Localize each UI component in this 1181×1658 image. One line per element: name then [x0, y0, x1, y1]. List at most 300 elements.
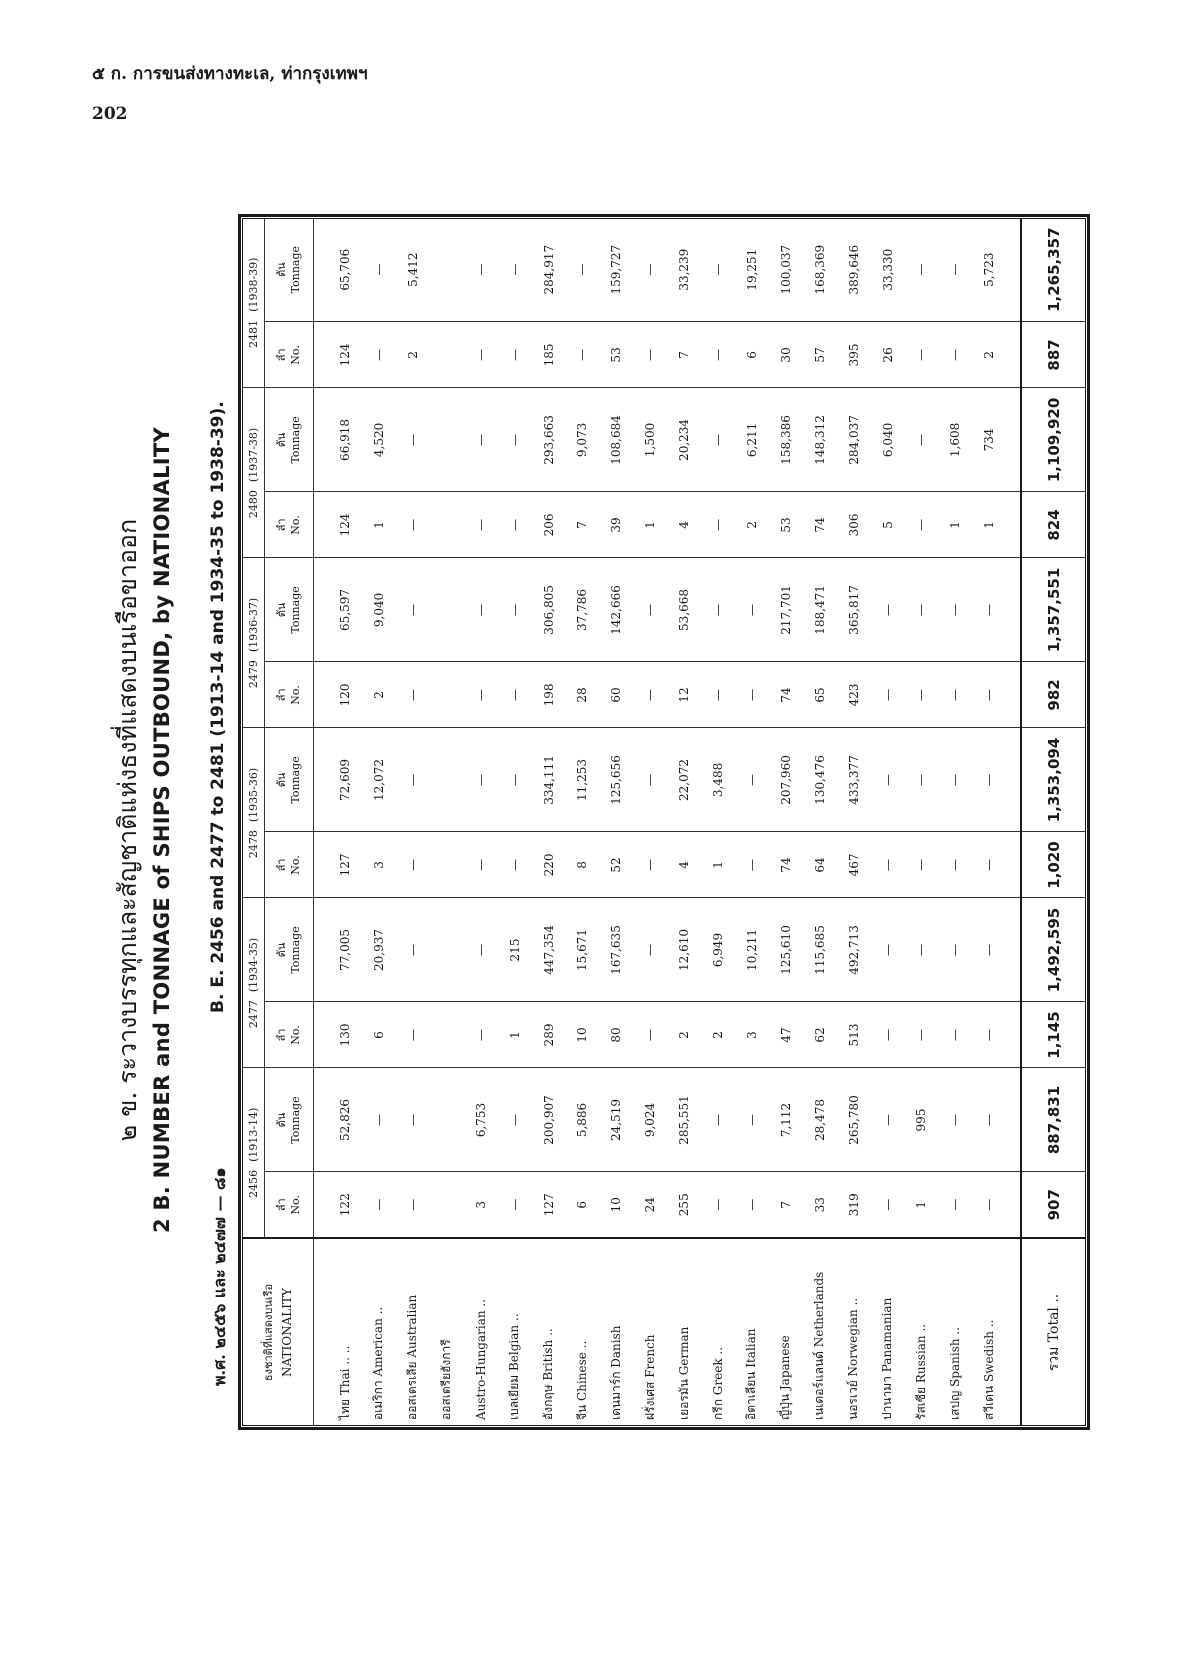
cell-tonnage: 365,817	[837, 558, 871, 662]
table-row	[464, 218, 498, 1426]
cell-tonnage: 9,073	[565, 388, 599, 492]
tonnage-subheader	[265, 558, 314, 662]
cell-count: —	[701, 662, 735, 728]
cell-count: —	[396, 1002, 430, 1068]
cell-tonnage: —	[396, 1068, 430, 1172]
cell-count: 289	[532, 1002, 566, 1068]
cell-count: 6	[735, 322, 769, 388]
count-subheader-en: No.	[289, 685, 302, 705]
cell-tonnage: 447,354	[532, 898, 566, 1002]
cell-tonnage: —	[871, 728, 905, 832]
cell-tonnage: 10,211	[735, 898, 769, 1002]
cell-count: —	[498, 1172, 532, 1238]
cell-count: 206	[532, 492, 566, 558]
year-be: 2478	[246, 830, 260, 859]
cell-tonnage: 130,476	[803, 728, 837, 832]
table-row	[362, 218, 396, 1426]
cell-count: 1	[972, 492, 1006, 558]
cell-tonnage: 9,040	[362, 558, 396, 662]
table-row	[701, 218, 735, 1426]
cell-tonnage: 389,646	[837, 218, 871, 322]
cell-count: 6	[565, 1172, 599, 1238]
cell-tonnage: —	[735, 728, 769, 832]
cell-count: —	[938, 662, 972, 728]
table-row	[667, 218, 701, 1426]
year-ad: (1934-35)	[246, 937, 260, 993]
count-subheader-thai: ลำ	[275, 518, 288, 532]
cell-tonnage: 215	[498, 898, 532, 1002]
table-row	[803, 218, 837, 1426]
count-subheader-thai: ลำ	[275, 1198, 288, 1212]
tonnage-subheader-thai: ตัน	[275, 262, 288, 277]
cell-tonnage: —	[498, 388, 532, 492]
total-count: 1,020	[1021, 832, 1086, 898]
cell-tonnage: —	[464, 898, 498, 1002]
row-nationality: กรีก Greek ..	[710, 1346, 725, 1420]
cell-count: 74	[769, 662, 803, 728]
cell-count: 60	[599, 662, 633, 728]
cell-count: —	[972, 1002, 1006, 1068]
cell-tonnage: —	[905, 218, 939, 322]
count-subheader	[265, 1002, 314, 1068]
cell-tonnage: 65,597	[328, 558, 362, 662]
table-row	[532, 218, 566, 1426]
cell-tonnage: —	[396, 728, 430, 832]
count-subheader-en: No.	[289, 1025, 302, 1045]
cell-tonnage: 108,684	[599, 388, 633, 492]
cell-count: 28	[565, 662, 599, 728]
cell-count: —	[396, 662, 430, 728]
cell-tonnage: 24,519	[599, 1068, 633, 1172]
cell-count: —	[905, 832, 939, 898]
cell-tonnage: 72,609	[328, 728, 362, 832]
cell-count: —	[498, 832, 532, 898]
cell-count: 80	[599, 1002, 633, 1068]
cell-tonnage: 15,671	[565, 898, 599, 1002]
count-subheader-thai: ลำ	[275, 688, 288, 702]
row-nationality: เนเดอร์แลนด์ Netherlands	[812, 1271, 827, 1420]
cell-tonnage: 20,937	[362, 898, 396, 1002]
total-count: 982	[1021, 662, 1086, 728]
cell-tonnage	[430, 218, 464, 322]
cell-count: —	[905, 492, 939, 558]
be-range-thai: พ.ศ. ๒๔๕๖ และ ๒๔๗๗ — ๘๑	[210, 1167, 229, 1386]
cell-tonnage: 3,488	[701, 728, 735, 832]
total-count: 1,145	[1021, 1002, 1086, 1068]
cell-count: 198	[532, 662, 566, 728]
cell-count: 26	[871, 322, 905, 388]
cell-tonnage: —	[701, 388, 735, 492]
cell-count: 74	[769, 832, 803, 898]
cell-count: 1	[701, 832, 735, 898]
cell-count: —	[701, 1172, 735, 1238]
count-subheader-en: No.	[289, 855, 302, 875]
cell-tonnage: 1,500	[633, 388, 667, 492]
cell-tonnage: 200,907	[532, 1068, 566, 1172]
cell-count: 130	[328, 1002, 362, 1068]
tonnage-subheader-thai: ตัน	[275, 1112, 288, 1128]
cell-tonnage: —	[938, 558, 972, 662]
cell-count	[430, 1002, 464, 1068]
table-row	[599, 218, 633, 1426]
cell-count: 3	[464, 1172, 498, 1238]
cell-count: —	[871, 832, 905, 898]
cell-tonnage: 77,005	[328, 898, 362, 1002]
nationality-header-thai: ธงชาติที่แสดงบนเรือ	[261, 1283, 275, 1382]
cell-count: 64	[803, 832, 837, 898]
cell-count: 47	[769, 1002, 803, 1068]
cell-tonnage: —	[735, 558, 769, 662]
cell-tonnage: —	[362, 218, 396, 322]
cell-tonnage: —	[498, 218, 532, 322]
year-be: 2477	[246, 1000, 260, 1029]
count-subheader	[265, 322, 314, 388]
cell-tonnage: —	[464, 728, 498, 832]
cell-count: —	[905, 322, 939, 388]
cell-tonnage: —	[735, 1068, 769, 1172]
cell-tonnage: 492,713	[837, 898, 871, 1002]
cell-tonnage	[430, 1068, 464, 1172]
row-nationality: เยอรมัน German	[676, 1326, 691, 1420]
cell-tonnage: 65,706	[328, 218, 362, 322]
cell-count: 467	[837, 832, 871, 898]
cell-count: —	[633, 322, 667, 388]
cell-tonnage: 5,723	[972, 218, 1006, 322]
cell-count: 8	[565, 832, 599, 898]
cell-tonnage: 6,753	[464, 1068, 498, 1172]
count-subheader	[265, 662, 314, 728]
table-row	[498, 218, 532, 1426]
cell-count: 62	[803, 1002, 837, 1068]
tonnage-subheader-en: Tonnage	[289, 756, 302, 804]
cell-count: 319	[837, 1172, 871, 1238]
count-subheader	[265, 832, 314, 898]
table-row	[565, 218, 599, 1426]
tonnage-subheader	[265, 898, 314, 1002]
cell-tonnage: 265,780	[837, 1068, 871, 1172]
cell-tonnage: —	[938, 218, 972, 322]
cell-tonnage: —	[972, 728, 1006, 832]
cell-count: 4	[667, 492, 701, 558]
total-count: 907	[1021, 1172, 1086, 1238]
total-label: รวม Total ..	[1021, 1238, 1086, 1426]
cell-tonnage: 158,386	[769, 388, 803, 492]
cell-tonnage: —	[498, 728, 532, 832]
cell-tonnage	[430, 558, 464, 662]
cell-count: —	[972, 1172, 1006, 1238]
cell-count: 7	[565, 492, 599, 558]
cell-tonnage: 33,330	[871, 218, 905, 322]
cell-count: 255	[667, 1172, 701, 1238]
cell-tonnage: —	[905, 728, 939, 832]
cell-tonnage: —	[396, 558, 430, 662]
row-nationality: อิตาเลียน Italian	[744, 1328, 759, 1420]
cell-tonnage: —	[464, 218, 498, 322]
cell-tonnage: 433,377	[837, 728, 871, 832]
cell-tonnage: 66,918	[328, 388, 362, 492]
cell-count: 33	[803, 1172, 837, 1238]
cell-tonnage: 6,040	[871, 388, 905, 492]
cell-tonnage: 12,610	[667, 898, 701, 1002]
cell-count: 53	[599, 322, 633, 388]
cell-tonnage: 5,412	[396, 218, 430, 322]
cell-count: —	[735, 832, 769, 898]
row-nationality: อเมริกา American ..	[371, 1306, 386, 1420]
cell-count: 306	[837, 492, 871, 558]
table-title-thai: ๒ ข. ระวางบรรทุกและสัญชาติแห่งธงที่แสดงบนเรือขาออก	[113, 518, 142, 1142]
row-nationality: ออสเตรเลีย Australian	[405, 1294, 420, 1420]
row-nationality: Austro-Hungarian ..	[473, 1298, 488, 1420]
table-row	[938, 218, 972, 1426]
cell-count: —	[871, 1002, 905, 1068]
cell-count: —	[938, 1002, 972, 1068]
cell-tonnage: —	[701, 558, 735, 662]
total-tonnage: 1,357,551	[1021, 558, 1086, 662]
cell-count: —	[701, 492, 735, 558]
table-row	[633, 218, 667, 1426]
cell-tonnage: 148,312	[803, 388, 837, 492]
tonnage-subheader-en: Tonnage	[289, 1096, 302, 1144]
cell-count: 52	[599, 832, 633, 898]
total-tonnage: 1,265,357	[1021, 218, 1086, 322]
cell-count: —	[938, 322, 972, 388]
nationality-header	[242, 1238, 314, 1426]
cell-tonnage: —	[938, 1068, 972, 1172]
cell-tonnage: 734	[972, 388, 1006, 492]
cell-tonnage: 125,610	[769, 898, 803, 1002]
cell-count: 122	[328, 1172, 362, 1238]
table-row	[769, 218, 803, 1426]
cell-count: 7	[667, 322, 701, 388]
cell-tonnage: 7,112	[769, 1068, 803, 1172]
cell-count: —	[396, 492, 430, 558]
cell-tonnage: —	[871, 898, 905, 1002]
cell-tonnage: 6,211	[735, 388, 769, 492]
tonnage-subheader-thai: ตัน	[275, 432, 288, 448]
tonnage-subheader-thai: ตัน	[275, 772, 288, 788]
cell-tonnage: —	[938, 728, 972, 832]
row-nationality: เสปญ Spanish ..	[947, 1326, 962, 1420]
ships-outbound-table	[242, 218, 1086, 1426]
cell-count: 30	[769, 322, 803, 388]
total-tonnage: 1,109,920	[1021, 388, 1086, 492]
cell-tonnage: —	[565, 218, 599, 322]
cell-count	[430, 662, 464, 728]
cell-count: —	[396, 1172, 430, 1238]
cell-tonnage: —	[972, 558, 1006, 662]
cell-tonnage: 995	[905, 1068, 939, 1172]
cell-count: 120	[328, 662, 362, 728]
row-nationality: ฝรั่งเศส French	[642, 1334, 657, 1420]
cell-tonnage: 142,666	[599, 558, 633, 662]
cell-tonnage: 167,635	[599, 898, 633, 1002]
cell-count: —	[362, 1172, 396, 1238]
cell-count: —	[464, 322, 498, 388]
cell-tonnage: 1,608	[938, 388, 972, 492]
cell-count: —	[735, 662, 769, 728]
cell-tonnage: 4,520	[362, 388, 396, 492]
cell-tonnage: 207,960	[769, 728, 803, 832]
cell-tonnage: —	[464, 388, 498, 492]
cell-count: —	[972, 662, 1006, 728]
year-header	[242, 898, 265, 1068]
year-ad: (1935-36)	[246, 767, 260, 823]
cell-count: 2	[701, 1002, 735, 1068]
cell-count: 185	[532, 322, 566, 388]
cell-tonnage: —	[464, 558, 498, 662]
cell-count: 124	[328, 492, 362, 558]
cell-tonnage: 37,786	[565, 558, 599, 662]
row-nationality: เดนมาร์ก Danish	[608, 1325, 623, 1420]
cell-tonnage	[430, 728, 464, 832]
cell-count: —	[498, 322, 532, 388]
year-header	[242, 218, 265, 388]
cell-tonnage: —	[396, 388, 430, 492]
cell-tonnage: —	[972, 898, 1006, 1002]
cell-count: —	[498, 662, 532, 728]
row-nationality: ปานามา Panamanian	[880, 1297, 895, 1420]
cell-count: —	[938, 1172, 972, 1238]
cell-count: 2	[735, 492, 769, 558]
cell-tonnage: —	[972, 1068, 1006, 1172]
count-subheader-thai: ลำ	[275, 858, 288, 872]
cell-count: 3	[735, 1002, 769, 1068]
section-header: ๕ ก. การขนส่งทางทะเล, ท่ากรุงเทพฯ	[92, 64, 368, 84]
cell-count: —	[633, 1002, 667, 1068]
cell-count: 127	[328, 832, 362, 898]
cell-tonnage: 293,663	[532, 388, 566, 492]
cell-count: 10	[565, 1002, 599, 1068]
cell-count: —	[938, 832, 972, 898]
year-be: 2481	[246, 319, 260, 348]
cell-tonnage: 33,239	[667, 218, 701, 322]
cell-count	[430, 1172, 464, 1238]
row-nationality: ออสเตรียฮังการี	[439, 1339, 454, 1420]
count-subheader-en: No.	[289, 1194, 302, 1215]
cell-count: 12	[667, 662, 701, 728]
cell-count: 10	[599, 1172, 633, 1238]
cell-count: 2	[972, 322, 1006, 388]
cell-count: —	[633, 832, 667, 898]
cell-tonnage: 284,037	[837, 388, 871, 492]
table-row	[837, 218, 871, 1426]
cell-tonnage: 125,656	[599, 728, 633, 832]
total-count: 824	[1021, 492, 1086, 558]
tonnage-subheader	[265, 728, 314, 832]
cell-count: 39	[599, 492, 633, 558]
year-ad: (1913-14)	[246, 1107, 260, 1162]
year-be: 2479	[246, 660, 260, 689]
year-header	[242, 388, 265, 558]
count-subheader	[265, 492, 314, 558]
table-row	[430, 218, 464, 1426]
row-nationality: รัสเซีย Russian ..	[913, 1323, 928, 1420]
cell-tonnage: 9,024	[633, 1068, 667, 1172]
cell-tonnage: —	[871, 558, 905, 662]
cell-count: 53	[769, 492, 803, 558]
cell-count: 24	[633, 1172, 667, 1238]
tonnage-subheader-en: Tonnage	[289, 245, 302, 294]
row-nationality: สวีเดน Swedish ..	[981, 1319, 996, 1420]
cell-count: —	[565, 322, 599, 388]
cell-count: —	[464, 492, 498, 558]
cell-tonnage: —	[498, 1068, 532, 1172]
cell-tonnage: —	[362, 1068, 396, 1172]
cell-count: —	[905, 1002, 939, 1068]
cell-count: 7	[769, 1172, 803, 1238]
cell-tonnage: —	[396, 898, 430, 1002]
cell-count: —	[871, 662, 905, 728]
cell-tonnage: —	[905, 558, 939, 662]
cell-tonnage: 28,478	[803, 1068, 837, 1172]
cell-tonnage: 5,886	[565, 1068, 599, 1172]
row-nationality: เบลเยียม Belgian ..	[507, 1313, 522, 1420]
row-nationality: ญี่ปุ่น Japanese	[778, 1335, 793, 1420]
cell-tonnage: 188,471	[803, 558, 837, 662]
tonnage-subheader-thai: ตัน	[275, 602, 288, 618]
cell-count: 2	[362, 662, 396, 728]
cell-tonnage: —	[938, 898, 972, 1002]
table-title-english: 2 B. NUMBER and TONNAGE of SHIPS OUTBOUND, by NATIONALITY	[150, 426, 174, 1234]
cell-count: —	[701, 322, 735, 388]
cell-count: 220	[532, 832, 566, 898]
table-row	[735, 218, 769, 1426]
tonnage-subheader-en: Tonnage	[289, 926, 302, 974]
row-nationality: ไทย Thai .. ..	[337, 1345, 352, 1420]
cell-tonnage: —	[701, 218, 735, 322]
cell-tonnage: —	[905, 388, 939, 492]
cell-tonnage: 6,949	[701, 898, 735, 1002]
year-header	[242, 1068, 265, 1238]
cell-count: 74	[803, 492, 837, 558]
cell-count: 513	[837, 1002, 871, 1068]
cell-tonnage: 22,072	[667, 728, 701, 832]
year-header	[242, 558, 265, 728]
total-tonnage: 887,831	[1021, 1068, 1086, 1172]
cell-tonnage: —	[633, 218, 667, 322]
cell-tonnage: 217,701	[769, 558, 803, 662]
cell-count: —	[871, 1172, 905, 1238]
cell-tonnage: 11,253	[565, 728, 599, 832]
cell-count: —	[735, 1172, 769, 1238]
cell-count: 395	[837, 322, 871, 388]
tonnage-subheader	[265, 388, 314, 492]
tonnage-subheader-en: Tonnage	[289, 416, 302, 464]
count-subheader-thai: ลำ	[275, 1028, 288, 1042]
row-nationality: จีน Chinese ..	[574, 1340, 589, 1420]
page-number: 202	[92, 104, 128, 124]
cell-tonnage	[430, 898, 464, 1002]
cell-tonnage: 115,685	[803, 898, 837, 1002]
cell-count: 1	[633, 492, 667, 558]
cell-count: —	[396, 832, 430, 898]
cell-tonnage: 19,251	[735, 218, 769, 322]
cell-count: 1	[362, 492, 396, 558]
total-row	[1021, 218, 1086, 1426]
count-subheader-thai: ลำ	[275, 348, 288, 362]
tonnage-subheader-en: Tonnage	[289, 586, 302, 634]
count-subheader-en: No.	[289, 515, 302, 535]
cell-count: 5	[871, 492, 905, 558]
cell-tonnage: 100,037	[769, 218, 803, 322]
cell-count: 1	[498, 1002, 532, 1068]
cell-tonnage: 306,805	[532, 558, 566, 662]
cell-tonnage: 159,727	[599, 218, 633, 322]
year-header	[242, 728, 265, 898]
row-nationality: นอรเวย์ Norwegian ..	[846, 1297, 861, 1420]
total-tonnage: 1,492,595	[1021, 898, 1086, 1002]
cell-tonnage: 285,551	[667, 1068, 701, 1172]
